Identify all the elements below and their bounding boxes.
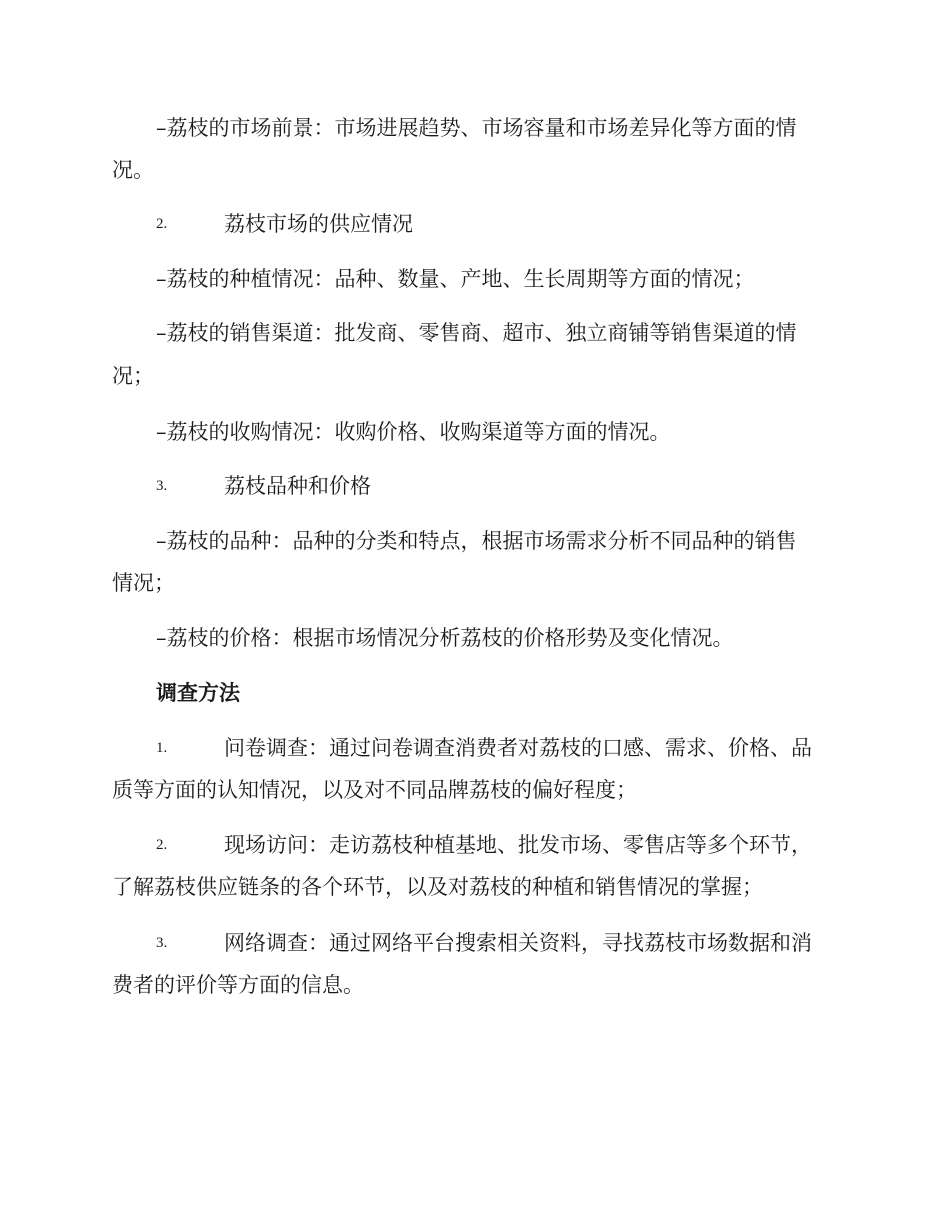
section-title-variety-price: 荔枝品种和价格 [224,474,371,498]
survey-methods-heading: 调查方法 [156,681,240,705]
sales-channel-line-2: 况； [112,364,154,388]
section-title-supply: 荔枝市场的供应情况 [224,212,413,236]
method-number-2: 2. [156,837,168,853]
planting-info-line: –荔枝的种植情况：品种、数量、产地、生长周期等方面的情况； [156,267,755,291]
section-number-2: 2. [156,216,168,232]
variety-line-1: –荔枝的品种：品种的分类和特点，根据市场需求分析不同品种的销售 [156,529,797,553]
purchase-info-line: –荔枝的收购情况：收购价格、收购渠道等方面的情况。 [156,420,671,444]
method-questionnaire-line-2: 质等方面的认知情况，以及对不同品牌荔枝的偏好程度； [112,778,637,802]
method-number-1: 1. [156,740,168,756]
method-questionnaire-line-1: 问卷调查：通过问卷调查消费者对荔枝的口感、需求、价格、品 [224,736,812,760]
market-prospect-line-1: –荔枝的市场前景：市场进展趋势、市场容量和市场差异化等方面的情 [156,116,797,140]
market-prospect-line-2: 况。 [112,158,154,182]
variety-line-2: 情况； [112,571,175,595]
section-number-3: 3. [156,478,168,494]
method-online-line-1: 网络调查：通过网络平台搜索相关资料，寻找荔枝市场数据和消 [224,931,812,955]
method-online-line-2: 费者的评价等方面的信息。 [112,973,364,997]
method-number-3: 3. [156,935,168,951]
price-line: –荔枝的价格：根据市场情况分析荔枝的价格形势及变化情况。 [156,626,734,650]
method-site-visit-line-2: 了解荔枝供应链条的各个环节，以及对荔枝的种植和销售情况的掌握； [112,875,763,899]
method-site-visit-line-1: 现场访问：走访荔枝种植基地、批发市场、零售店等多个环节， [224,833,812,857]
sales-channel-line-1: –荔枝的销售渠道：批发商、零售商、超市、独立商铺等销售渠道的情 [156,321,797,345]
